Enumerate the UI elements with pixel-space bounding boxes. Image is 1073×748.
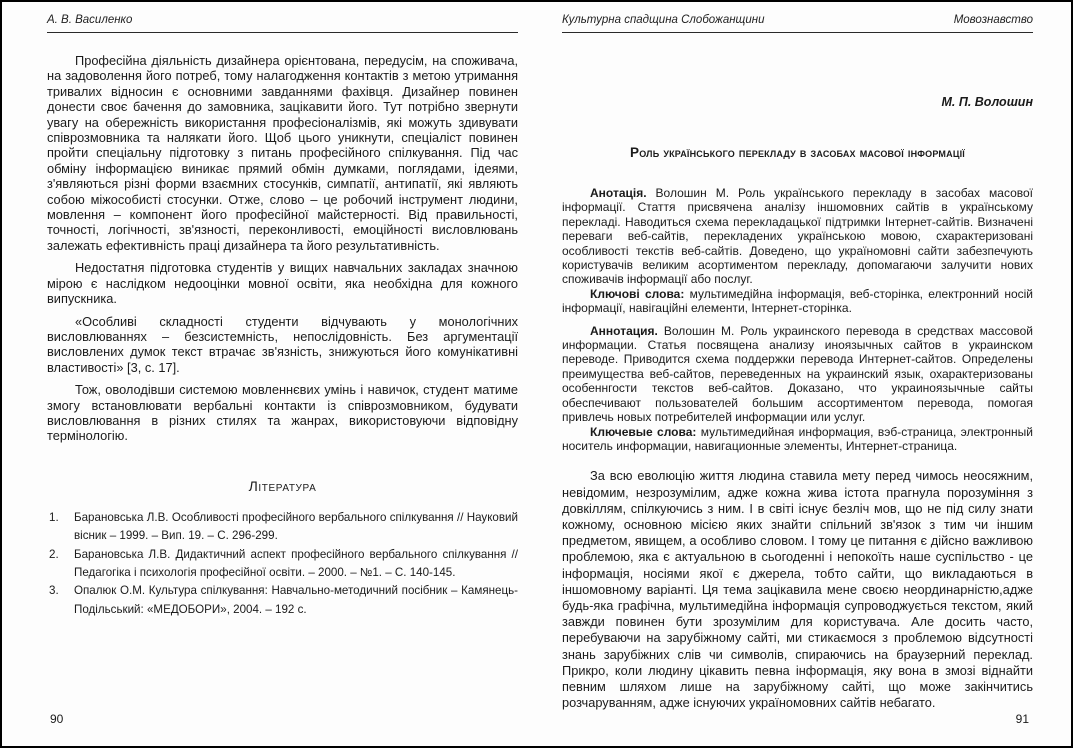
- right-header-section: Культурна спадщина Слобожанщини: [562, 14, 765, 26]
- right-header-topic: Мовознавство: [953, 14, 1033, 26]
- left-running-header: [47, 14, 518, 33]
- literature-heading: Література: [248, 477, 317, 494]
- abstract-ru: [562, 324, 1033, 425]
- reference-text-3: Опалюк О.М. Культура спілкування: Навчально-методичний посібник – Камянець-Подільський: «МЕДОБОРИ», 2004. – 192 с.: [74, 584, 518, 616]
- article-body-paragraph-1: За всю еволюцію життя людина ставила мету перед чимось неосяжним, невідомим, незрозумілим, адже кожна жива істота прагнула порозуміння з довкіллям, спілкуючись з ним. І в світі існує безліч мов, що не під силу знати кожному, основною місією яких знайти спільний зв'язок з тим чи іншим предметом, явищем, а особливо словом. І тому це питання є дійсно важливою проблемою, яка є актуальною в сьогоденні і непокоїть наше суспільство - це інформація, носіями якої є джерела, тобто сайти, що викладаються в іншомовному варіанті. Ця тема зацікавила мене своєю неординарністю,адже будь-яка графічна, мультимедійна інформація супроводжується текстом, який завжди повинен бути зрозумілим для користувача. Але досить часто, перебуваючи на зарубіжному сайті, ми стикаємося з проблемою відсутності знань зарубіжних слів чи символів, спираючись на браузерний переклад. Прикро, коли людину цікавить певна інформація, яку вона в змозі віднайти певним шляхом лише на зарубіжному сайті, що може закінчитись розчаруванням, адже існуючих україномовних сайтів небагато.: [562, 468, 1033, 711]
- keywords-ru: [562, 425, 1033, 454]
- article-body: [562, 468, 1033, 711]
- reference-number-2: 2.: [49, 547, 59, 561]
- article-title: Роль українського перекладу в засобах масової інформації: [630, 145, 965, 160]
- keywords-ua-text: мультимедійна інформація, веб-сторінка, електронний носій інформації, навігаційні елементи, Інтернет-сторінка.: [562, 286, 1034, 316]
- abstract-ru-label: Аннотация.: [590, 323, 658, 338]
- left-body-text: [47, 53, 518, 444]
- keywords-ua-label: Ключові слова:: [590, 286, 685, 301]
- page-number-right: 91: [1015, 712, 1029, 726]
- abstract-ua: [562, 186, 1033, 287]
- left-header-author: А. В. Василенко: [47, 14, 133, 26]
- reference-text-2: Барановська Л.В. Дидактичний аспект професійного вербального спілкування // Педагогіка і психологія професійної освіти. – 2000. – №1. – С. 140-145.: [74, 547, 518, 579]
- reference-item-2: [47, 546, 518, 583]
- abstract-ua-label: Анотація.: [590, 186, 647, 200]
- annotations-block: [562, 186, 1033, 453]
- reference-number-3: 3.: [49, 584, 59, 598]
- left-paragraph-4: Тож, оволодівши системою мовленнєвих умінь і навичок, студент матиме змогу встановлювати вербальні контакти із співрозмовником, будувати висловлювання в різних стилях та жанрах, використовуючи відповідну термінологію.: [47, 382, 518, 444]
- reference-item-1: [47, 509, 518, 546]
- reference-item-3: [47, 582, 518, 619]
- keywords-ru-label: Ключевые слова:: [590, 424, 697, 439]
- keywords-ru-text: мультимедийная информация, вэб-страница, электронный носитель информации, навигационные элементы, Интернет-страница.: [562, 424, 1033, 453]
- left-paragraph-3: «Особливі складності студенти відчувають у монологічних висловлюваннях – безсистемність, непослідовність. Без аргументації висловлених думок текст втрачає зв'язність, знижуються його комунікативні властивості» [3, с. 17].: [47, 313, 518, 375]
- two-page-spread: [2, 2, 1071, 711]
- references-list: [47, 509, 518, 619]
- page-number-left: 90: [50, 712, 64, 726]
- abstract-ru-text: Волошин М. Роль украинского перевода в средствах массовой информации. Статья посвящена анализу иноязычных сайтов в украинском переводе. Приводится схема поддержки перевода Интернет-сайтов. Определены преимущества веб-сайтов, переведенных на украинский язык, охарактеризованы особеннгости текстов веб-сайтов. Доказано, что украиноязычные сайты обеспечивают пользователей большим ассортиментом перевода, помогая привлечь новых потребителей информации или услуг.: [562, 323, 1033, 425]
- right-running-header: [562, 14, 1033, 33]
- reference-text-1: Барановська Л.В. Особливості професійного вербального спілкування // Науковий вісник – 1999. – Вип. 19. – С. 296-299.: [74, 510, 518, 543]
- article-author: М. П. Волошин: [941, 95, 1033, 109]
- left-page: [47, 14, 518, 711]
- reference-number-1: 1.: [49, 510, 59, 524]
- abstract-ua-text: Волошин М. Роль українського перекладу в засобах масової інформації. Стаття присвячена аналізу іншомовних сайтів в українському перекладі. Наводиться схема перекладацької підтримки Інтернет-сайтів. Визначені переваги веб-сайтів, перекладених українською мовою, схарактеризовані особливості текстів веб-сайтів. Доведено, що україномовні сайти забезпечують користувачів великим асортиментом перекладу, допомагаючи залучити нових споживачів інформації або послуг.: [562, 186, 1033, 287]
- right-page: [562, 14, 1033, 711]
- keywords-ua: [562, 287, 1033, 316]
- left-paragraph-2: Недостатня підготовка студентів у вищих навчальних закладах значною мірою є наслідком недооцінки мовної освіти, яка необхідна для кожного випускника.: [47, 260, 518, 307]
- left-paragraph-1: Професійна діяльність дизайнера орієнтована, передусім, на споживача, на задоволення його потреб, тому налагодження контактів з метою утримання тривалих відносин є основними завданнями фахівця. Дизайнер повинен донести своє бачення до замовника, зацікавити його. Тут потрібно звернути увагу на обережність використання професіоналізмів, які можуть здивувати співрозмовника та налякати його. Щоб цього уникнути, спеціаліст повинен пройти спеціальну підготовку з питань професійного спілкування. Під час обміну інформацією виникає прямий обмін думками, поглядами, ідеями, з'являються різні форми взаємних стосунків, симпатії, антипатії, які являють собою міжособисті стосунки. Отже, слово – це робочий інструмент людини, мовлення – компонент його професійної майстерності. Від правильності, точності, логічності, зв'язності, переконливості, емоційності висловлювань залежать ефективність праці дизайнера та його результативність.: [47, 53, 518, 253]
